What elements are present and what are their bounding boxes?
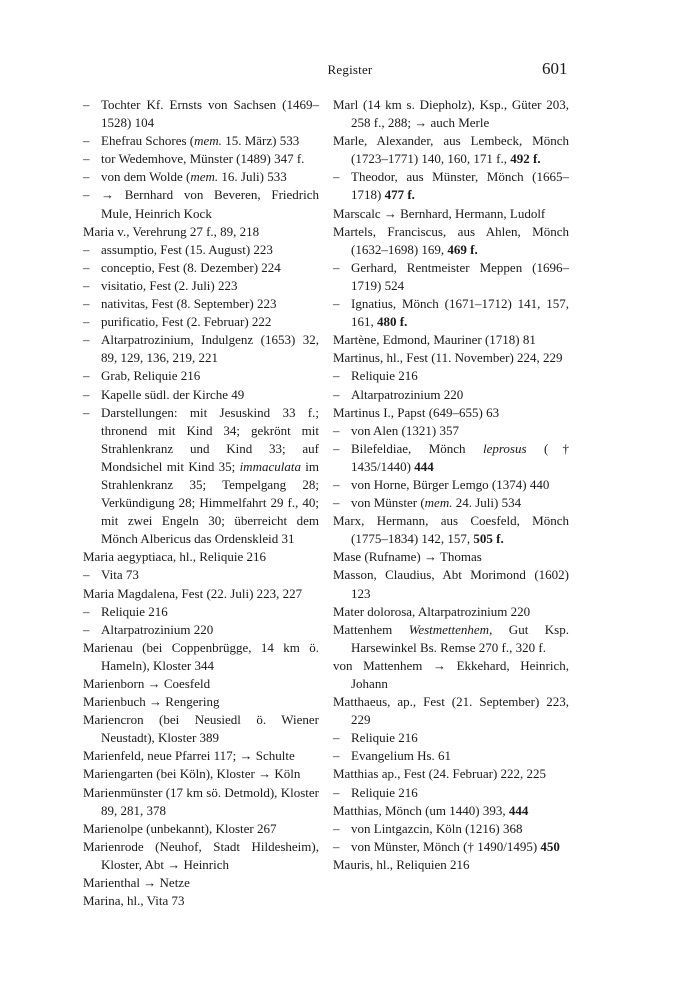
index-subentry	[83, 295, 319, 313]
entry-text: Marx, Hermann, aus Coesfeld, Mönch (1775–1834) 142, 157,	[333, 513, 569, 547]
index-subentry	[333, 440, 569, 476]
entry-text: Reliquie 216	[351, 784, 418, 800]
index-entry	[333, 657, 569, 693]
entry-text: Gerhard, Rentmeister Meppen (1696–1719) 524	[351, 259, 569, 293]
entry-text: Mariengarten (bei Köln), Kloster → Köln	[83, 766, 301, 782]
index-entry	[333, 693, 569, 729]
index-subentry	[83, 404, 319, 549]
entry-text: Marienfeld, neue Pfarrei 117; → Schulte	[83, 748, 295, 764]
index-entry	[83, 747, 319, 765]
entry-text: Tochter Kf. Ernsts von Sachsen (1469–1528) 104	[101, 97, 319, 131]
index-entry	[333, 349, 569, 367]
index-subentry	[333, 367, 569, 385]
index-subentry	[333, 422, 569, 440]
entry-text: nativitas, Fest (8. September) 223	[101, 296, 277, 312]
entry-text: assumptio, Fest (15. August) 223	[101, 241, 273, 257]
index-column-right	[333, 96, 569, 874]
entry-text: 24. Juli) 534	[452, 495, 522, 511]
entry-text: Mase (Rufname) → Thomas	[333, 549, 482, 565]
italic-term: mem.	[190, 169, 219, 185]
entry-text: von Münster (	[351, 495, 425, 511]
entry-text: Grab, Reliquie 216	[101, 368, 201, 384]
entry-text: Kapelle südl. der Kirche 49	[101, 386, 245, 402]
entry-text: Matthaeus, ap., Fest (21. September) 223, 229	[333, 694, 569, 728]
index-subentry	[83, 331, 319, 367]
index-subentry	[83, 603, 319, 621]
entry-text: von Mattenhem → Ekkehard, Heinrich, Johann	[333, 657, 569, 691]
entry-text: Ignatius, Mönch (1671–1712) 141, 157, 161,	[351, 296, 569, 330]
index-subentry	[83, 96, 319, 132]
entry-text: Theodor, aus Münster, Mönch (1665–1718)	[351, 169, 569, 203]
index-subentry	[83, 566, 319, 584]
entry-text: Martinus, hl., Fest (11. November) 224, 229	[333, 350, 563, 366]
italic-term: mem.	[424, 495, 453, 511]
index-entry	[333, 856, 569, 874]
entry-text: 16. Juli) 533	[218, 169, 287, 185]
index-subentry	[333, 784, 569, 802]
entry-text: Marienrode (Neuhof, Stadt Hildesheim), Kloster, Abt → Heinrich	[83, 838, 319, 872]
index-entry	[83, 675, 319, 693]
index-entry	[83, 223, 319, 241]
index-entry	[333, 548, 569, 566]
entry-text: Marienmünster (17 km sö. Detmold), Kloster 89, 281, 378	[83, 784, 319, 818]
entry-text: Reliquie 216	[351, 730, 418, 746]
bold-page-ref: 480 f.	[377, 314, 408, 330]
index-entry	[333, 331, 569, 349]
index-entry	[333, 96, 569, 132]
entry-text: Maria Magdalena, Fest (22. Juli) 223, 227	[83, 585, 303, 601]
entry-text: , Gut Ksp. Harsewinkel Bs. Remse 270 f., 320 f.	[351, 621, 569, 655]
entry-text: Martène, Edmond, Mauriner (1718) 81	[333, 332, 536, 348]
index-entry	[83, 711, 319, 747]
entry-text: Marienolpe (unbekannt), Kloster 267	[83, 820, 277, 836]
index-entry	[333, 404, 569, 422]
entry-text: Marienborn → Coesfeld	[83, 676, 211, 691]
index-subentry	[83, 168, 319, 186]
entry-text: conceptio, Fest (8. Dezember) 224	[101, 259, 281, 275]
entry-text: von Alen (1321) 357	[351, 422, 459, 438]
bold-page-ref: 492 f.	[510, 151, 541, 167]
entry-text: 15. März) 533	[221, 133, 300, 149]
entry-text: tor Wedemhove, Münster (1489) 347 f.	[101, 151, 305, 167]
index-subentry	[333, 168, 569, 204]
index-subentry	[333, 259, 569, 295]
index-entry	[333, 621, 569, 657]
entry-text: Altarpatrozinium 220	[101, 621, 214, 637]
entry-text: Marienbuch → Rengering	[83, 694, 220, 710]
index-subentry	[83, 186, 319, 222]
italic-term: leprosus	[482, 440, 527, 456]
entry-text: Mariencron (bei Neusiedl ö. Wiener Neustadt), Kloster 389	[83, 712, 319, 746]
index-subentry	[333, 295, 569, 331]
entry-text: Matthias, Mönch (um 1440) 393,	[333, 802, 509, 818]
entry-text: Reliquie 216	[101, 603, 168, 619]
entry-text: Reliquie 216	[351, 368, 418, 384]
index-subentry	[83, 132, 319, 150]
bold-page-ref: 444	[508, 802, 529, 818]
index-entry	[333, 205, 569, 223]
entry-text: Marina, hl., Vita 73	[83, 893, 185, 909]
bold-page-ref: 505 f.	[473, 531, 504, 547]
index-entry	[83, 784, 319, 820]
entry-text: Mattenhem	[333, 621, 409, 637]
index-subentry	[83, 241, 319, 259]
entry-text: → Bernhard von Beveren, Friedrich Mule, Heinrich Kock	[101, 187, 319, 221]
index-entry	[83, 820, 319, 838]
entry-text: purificatio, Fest (2. Februar) 222	[101, 314, 272, 330]
bold-page-ref: 444	[414, 458, 434, 474]
entry-text: Ehefrau Schores (	[101, 133, 195, 149]
index-subentry	[83, 386, 319, 404]
bold-page-ref: 477 f.	[384, 187, 415, 203]
entry-text: Matthias ap., Fest (24. Februar) 222, 225	[333, 766, 547, 782]
entry-text: († 1435/1440)	[351, 440, 569, 474]
index-subentry	[333, 729, 569, 747]
index-subentry	[83, 313, 319, 331]
index-subentry	[333, 838, 569, 856]
entry-text: Altarpatrozinium, Indulgenz (1653) 32, 89, 129, 136, 219, 221	[101, 332, 319, 366]
entry-text: von Horne, Bürger Lemgo (1374) 440	[351, 476, 550, 492]
index-entry	[83, 874, 319, 892]
index-subentry	[333, 386, 569, 404]
entry-text: Masson, Claudius, Abt Morimond (1602) 123	[333, 567, 569, 601]
entry-text: Vita 73	[101, 567, 139, 583]
index-subentry	[333, 747, 569, 765]
italic-term: immaculata	[239, 458, 301, 474]
entry-text: Marscalc → Bernhard, Hermann, Ludolf	[333, 205, 546, 221]
index-subentry	[83, 277, 319, 295]
index-subentry	[333, 820, 569, 838]
index-entry	[83, 765, 319, 783]
index-entry	[333, 765, 569, 783]
entry-text: Maria aegyptiaca, hl., Reliquie 216	[83, 549, 267, 565]
entry-text: Mauris, hl., Reliquien 216	[333, 856, 470, 872]
italic-term: mem.	[194, 133, 222, 149]
index-entry	[333, 566, 569, 602]
index-subentry	[333, 476, 569, 494]
page-number: 601	[542, 59, 568, 78]
entry-text: Marienau (bei Coppenbrügge, 14 km ö. Hameln), Kloster 344	[83, 639, 319, 673]
index-entry	[83, 693, 319, 711]
index-entry	[333, 802, 569, 820]
index-entry	[83, 585, 319, 603]
entry-text: Bilefeldiae, Mönch	[351, 440, 483, 456]
index-entry	[333, 223, 569, 259]
entry-text: im Strahlenkranz 35; Tempelgang 28; Verkündigung 28; Himmelfahrt 29 f., 40; mit zwei Engeln 30; überreicht dem Mönch Albericus das Ordenskleid 31	[101, 458, 319, 547]
entry-text: Altarpatrozinium 220	[351, 386, 464, 402]
entry-text: Mater dolorosa, Altarpatrozinium 220	[333, 603, 531, 619]
entry-text: von dem Wolde (	[101, 169, 191, 185]
entry-text: von Münster, Mönch († 1490/1495)	[351, 838, 541, 854]
index-entry	[83, 892, 319, 910]
index-entry	[333, 603, 569, 621]
bold-page-ref: 469 f.	[447, 241, 478, 257]
index-subentry	[83, 367, 319, 385]
italic-term: Westmettenhem	[408, 621, 490, 637]
index-entry	[83, 838, 319, 874]
index-subentry	[83, 621, 319, 639]
entry-text: Evangelium Hs. 61	[351, 748, 452, 764]
index-subentry	[83, 259, 319, 277]
index-entry	[333, 132, 569, 168]
entry-text: Marl (14 km s. Diepholz), Ksp., Güter 203, 258 f., 288; → auch Merle	[333, 97, 569, 131]
entry-text: Maria v., Verehrung 27 f., 89, 218	[83, 223, 260, 239]
index-entry	[83, 639, 319, 675]
index-column-left	[83, 96, 319, 910]
page-header-title: Register	[327, 62, 373, 77]
index-subentry	[83, 150, 319, 168]
entry-text: Martels, Franciscus, aus Ahlen, Mönch (1632–1698) 169,	[333, 223, 569, 257]
entry-text: visitatio, Fest (2. Juli) 223	[101, 277, 238, 293]
entry-text: Darstellungen: mit Jesuskind 33 f.; thronend mit Kind 34; gekrönt mit Strahlenkranz und Kind 33; auf Mondsichel mit Kind 35;	[101, 404, 319, 474]
entry-text: Marle, Alexander, aus Lembeck, Mönch (1723–1771) 140, 160, 171 f.,	[333, 133, 569, 167]
entry-text: Martinus I., Papst (649–655) 63	[333, 404, 500, 420]
index-entry	[333, 512, 569, 548]
bold-page-ref: 450	[540, 838, 560, 854]
index-subentry	[333, 494, 569, 512]
entry-text: von Lintgazcin, Köln (1216) 368	[351, 820, 523, 836]
index-entry	[83, 548, 319, 566]
entry-text: Marienthal → Netze	[83, 875, 190, 891]
